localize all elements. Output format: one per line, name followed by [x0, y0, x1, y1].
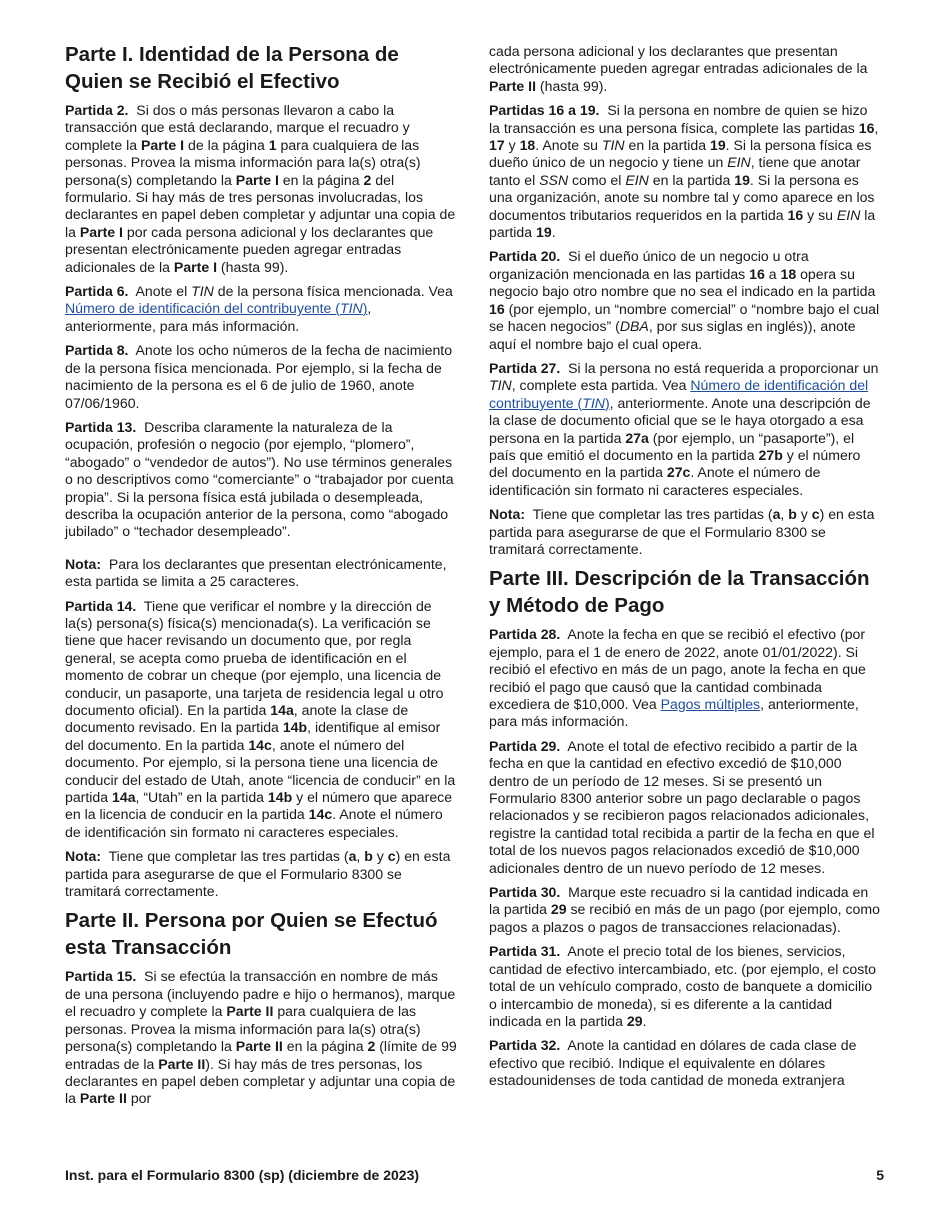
- nota-1: Nota: Para los declarantes que presentan electrónicamente, esta partida se limita a 25 caracteres.: [65, 555, 447, 590]
- partida-8: Partida 8. Anote los ocho números de la fecha de nacimiento de la persona física mencionada. Por ejemplo, si la fecha de nacimiento de la persona es el 6 de julio de 1960, anote 07/06/1960.: [65, 342, 453, 411]
- partida-15: Partida 15. Si se efectúa la transacción en nombre de más de una persona (incluyendo padre e hijo o hermanos), marque el recuadro y complete la Parte II para cualquiera de las personas. Provea la misma información para la(s) otra(s) persona(s) completando la Parte II en la página 2 (límite de 99 entradas de la Parte II). Si hay más de tres personas, los declarantes en papel deben completar y adjuntar una copia de la Parte II por: [65, 968, 457, 1107]
- right-column: [489, 43, 881, 1097]
- partida-27: Partida 27. Si la persona no está requerida a proporcionar un TIN, complete esta partida. Vea Número de identificación del contribuyente (TIN), anteriormente. Anote una descripción de la clase de documento oficial que se le haya otorgado a esa persona en la partida 27a (por ejemplo, un “pasaporte”), el país que emitió el documento en la partida 27b y el número del documento en la partida 27c. Anote el número de identificación sin formato ni caracteres especiales.: [489, 359, 879, 498]
- heading-parte-3: Parte III. Descripción de la Transacción y Método de Pago: [489, 567, 870, 618]
- page-footer: [65, 1167, 884, 1183]
- partidas-16-19: Partidas 16 a 19. Si la persona en nombre de quien se hizo la transacción es una persona física, complete las partidas 16, 17 y 18. Anote su TIN en la partida 19. Si la persona física es dueño único de un negocio y tiene un EIN, tiene que anotar tanto el SSN como el EIN en la partida 19. Si la persona es una organización, anote su nombre tal y como aparece en los documentos tributarios requeridos en la partida 16 y su EIN la partida 19.: [489, 102, 879, 241]
- partida-20: Partida 20. Si el dueño único de un negocio u otra organización mencionada en las partidas 16 a 18 opera su negocio bajo otro nombre que no sea el indicado en la partida 16 (por ejemplo, un “nombre comercial” o “nombre bajo el cual se hacen negocios” (DBA, por sus siglas en inglés)), anote aquí el nombre bajo el cual opera.: [489, 248, 880, 352]
- nota-2: Nota: Tiene que completar las tres partidas (a, b y c) en esta partida para asegurarse de que el Formulario 8300 se tramitará correctamente.: [65, 848, 451, 900]
- tin-link[interactable]: Número de identificación del contribuyente (TIN): [489, 377, 869, 411]
- partida-29: Partida 29. Anote el total de efectivo recibido a partir de la fecha en que la cantidad en efectivo excedió de $10,000 dentro de un período de 12 meses. Si se presentó un Formulario 8300 anterior sobre un pago declarable o pagos relacionados y se recibieron pagos relacionados adicionales, registre la cantidad total recibida a partir de la fecha en que el total de los nuevos pagos relacionados excedió de $10,000 adicionales dentro de un nuevo período de 12 meses.: [489, 737, 875, 876]
- heading-parte-1: Parte I. Identidad de la Persona de Quien se Recibió el Efectivo: [65, 43, 399, 93]
- page-number: 5: [876, 1167, 884, 1183]
- partida-6: Partida 6. Anote el TIN de la persona física mencionada. Vea Número de identificación del contribuyente (TIN), anteriormente, para más información.: [65, 283, 453, 334]
- partida-31: Partida 31. Anote el precio total de los bienes, servicios, cantidad de efectivo intercambiado, etc. (por ejemplo, el costo total de un vehículo comprado, costo de banquete a domicilio o intercambio de moneda), si es diferente a la cantidad indicada en la partida 29.: [489, 943, 877, 1029]
- nota-3: Nota: Tiene que completar las tres partidas (a, b y c) en esta partida para asegurarse de que el Formulario 8300 se tramitará correctamente.: [489, 506, 875, 557]
- partida-13: Partida 13. Describa claramente la naturaleza de la ocupación, profesión o negocio (por ejemplo, “plomero”, “abogado” o “vendedor de autos”). No use términos generales o no descriptivos como “comerciante” o “trabajador por cuenta propia”. Si la persona física está jubilada o desempleada, describa la ocupación anterior de la persona, como “abogado jubilado” o “techador desempleado”.: [65, 418, 454, 540]
- tin-link[interactable]: Número de identificación del contribuyente (TIN): [65, 300, 368, 317]
- partida-14: Partida 14. Tiene que verificar el nombre y la dirección de la(s) persona(s) física(s) mencionada(s). La verificación se tiene que hacer revisando un documento que, por regla general, se acepta como prueba de identificación en el momento de cobrar un cheque (por ejemplo, una licencia de conducir, un pasaporte, una tarjeta de residencia legal u otro documento oficial). En la partida 14a, anote la clase de documento revisado. En la partida 14b, identifique al emisor del documento. En la partida 14c, anote el número del documento. Por ejemplo, si la persona tiene una licencia de conducir del estado de Utah, anote “licencia de conducir” en la partida 14a, “Utah” en la partida 14b y el número que aparece en la licencia de conducir en la partida 14c. Anote el número de identificación sin formato ni caracteres especiales.: [65, 597, 456, 840]
- left-column: [65, 41, 457, 1115]
- footer-title: Inst. para el Formulario 8300 (sp) (diciembre de 2023): [65, 1167, 420, 1183]
- pagos-multiples-link[interactable]: Pagos múltiples: [660, 696, 761, 712]
- partida-2: Partida 2. Si dos o más personas llevaron a cabo la transacción que está declarando, marque el recuadro y complete la Parte I de la página 1 para cualquiera de las personas. Provea la misma información para la(s) otra(s) persona(s) completando la Parte I en la página 2 del formulario. Si hay más de tres personas involucradas, los declarantes en papel deben completar y adjuntar una copia de la Parte I por cada persona adicional y los declarantes que presentan electrónicamente pueden agregar entradas adicionales de la Parte I (hasta 99).: [65, 102, 456, 275]
- heading-parte-2: Parte II. Persona por Quien se Efectuó esta Transacción: [65, 909, 438, 960]
- partida-32: Partida 32. Anote la cantidad en dólares de cada clase de efectivo que recibió. Indique el equivalente en dólares estadounidenses de toda cantidad de moneda extranjera: [489, 1037, 857, 1089]
- partida-28: Partida 28. Anote la fecha en que se recibió el efectivo (por ejemplo, para el 1 de enero de 2022, anote 01/01/2022). Si recibió el efectivo en más de un pago, anote la fecha en que recibió el pago que causó que la cantidad combinada excediera de $10,000. Vea Pagos múltiples, anteriormente, para más información.: [489, 626, 866, 730]
- partida-30: Partida 30. Marque este recuadro si la cantidad indicada en la partida 29 se recibió en más de un pago (por ejemplo, como pagos a plazos o pagos de transacciones relacionadas).: [489, 884, 880, 935]
- partida-15-continued: cada persona adicional y los declarantes que presentan electrónicamente pueden agregar entradas adicionales de la Parte II (hasta 99).: [489, 43, 868, 94]
